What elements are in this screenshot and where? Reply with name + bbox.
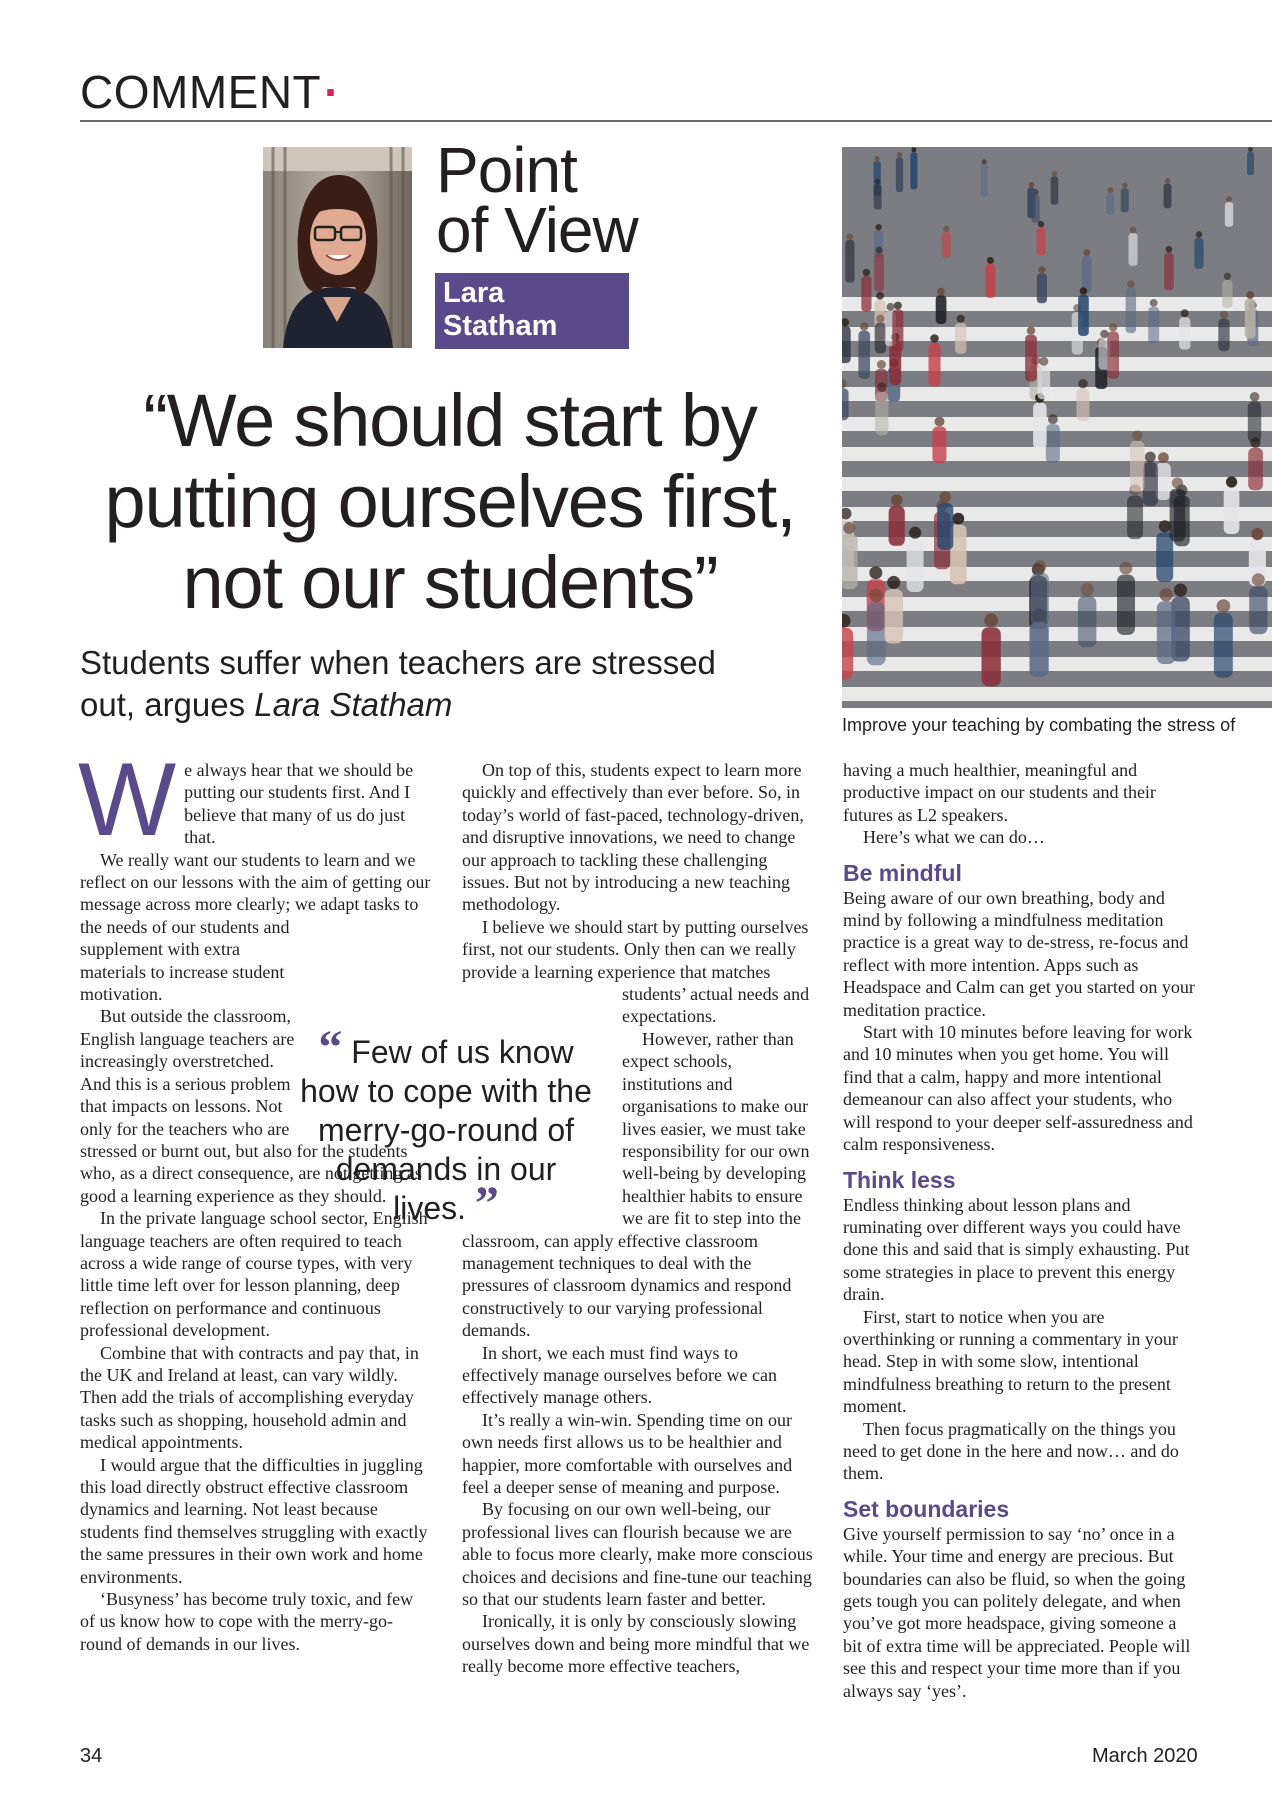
author-first-name: Lara — [443, 277, 505, 309]
paragraph: having a much healthier, meaningful and productive impact on our students and their futures as L2 speakers. — [843, 760, 1156, 825]
standfirst — [80, 642, 780, 726]
crossing-stripe — [842, 687, 1272, 701]
paragraph: It’s really a win-win. Spending time on our own needs first allows us to be healthier and happier, more comfortable with ourselves and feel a deeper sense of meaning and purpose. — [462, 1409, 793, 1497]
crossing-stripe — [842, 597, 1272, 611]
crossing-stripe — [842, 537, 1272, 551]
paragraph: I believe we should start by putting ourselves first, not our students. Only then can we really provide a learning experience that matches students’ actual needs and expectations. — [462, 916, 810, 1027]
standfirst-author: Lara Statham — [254, 686, 453, 723]
author-photo — [263, 147, 412, 348]
paragraph: Endless thinking about lesson plans and ruminating over different ways you could have done this and said that is simply exhausting. Put some strategies in place to prevent this energy drain. — [843, 1194, 1190, 1305]
paragraph: I would argue that the difficulties in juggling this load directly obstruct effective classroom dynamics and learning. Not least because students find themselves struggling with exactly the same pressures in their own work and home environments. — [80, 1454, 428, 1587]
pedestrian — [981, 159, 988, 197]
author-last-name: Statham — [443, 310, 558, 342]
crossing-stripe — [842, 327, 1272, 341]
section-label — [80, 62, 340, 122]
section-heading-be-mindful: Be mindful — [843, 859, 962, 886]
feature-title-line2: of View — [436, 194, 638, 266]
feature-title — [436, 134, 638, 266]
section-label-text: COMMENT — [80, 66, 322, 118]
paragraph: Here’s what we can do… — [863, 827, 1045, 848]
crossing-stripe — [842, 507, 1272, 521]
paragraph: In short, we each must find ways to effectively manage ourselves before we can effectively manage others. — [462, 1342, 778, 1408]
page-number: 34 — [80, 1745, 103, 1767]
pull-quote — [296, 1021, 596, 1230]
paragraph: ‘Busyness’ has become truly toxic, and few of us know how to cope with the merry-go-round of demands in our lives. — [80, 1589, 414, 1654]
headline-line3: not our students” — [182, 541, 718, 624]
photo-caption: Improve your teaching by combating the stress of — [842, 715, 1236, 735]
paragraph: Then focus pragmatically on the things you need to get done in the here and now… and do them. — [843, 1418, 1179, 1484]
pedestrian — [845, 233, 854, 282]
paragraph: Start with 10 minutes before leaving for work and 10 minutes when you get home. You will find that a calm, happy and more intentional demeanour can also affect your students, who will respond to your deeper self-assuredness and calm responsiveness. — [843, 1022, 1193, 1155]
crossing-stripe — [842, 567, 1272, 581]
section-heading-set-boundaries: Set boundaries — [843, 1495, 1010, 1522]
pedestrian — [896, 152, 903, 192]
author-byline-box — [435, 273, 629, 349]
crossing-stripe — [842, 477, 1272, 491]
drop-cap: W — [78, 742, 177, 858]
section-dot-icon: · — [324, 66, 340, 118]
paragraph: Being aware of our own breathing, body and mind by following a mindfulness meditation practice is a great way to de-stress, re-focus and reflect with more intention. Apps such as Headspace and Calm can get you started on your meditation practice. — [843, 887, 1195, 1020]
standfirst-text: Students suffer when teachers are stressed out, argues — [80, 644, 716, 723]
crossing-stripe — [842, 657, 1272, 671]
section-heading-think-less: Think less — [843, 1166, 956, 1193]
crossing-stripe — [842, 627, 1272, 641]
issue-date: March 2020 — [1092, 1745, 1198, 1767]
paragraph: Ironically, it is only by consciously slowing ourselves down and being more mindful that we really become more effective teachers, — [462, 1611, 810, 1677]
close-quote-icon: ” — [474, 1177, 499, 1230]
crossing-stripe — [842, 297, 1272, 311]
paragraph: We really want our students to learn and we reflect on our lessons with the aim of getting our message across more clearly; we adapt tasks to the needs of our students and supplement with extra materials to increase student motivation. — [80, 849, 431, 1005]
crossing-stripe — [842, 387, 1272, 401]
pull-quote-text: Few of us know how to cope with the merry-go-round of demands in our lives. — [300, 1034, 592, 1226]
paragraph: Give yourself permission to say ‘no’ once in a while. Your time and energy are precious. But boundaries can also be fluid, so when the going gets tough you can politely delegate, and when you’ve got more headspace, giving someone a bit of extra time will be appreciated. People will see this and respect your time more than if you always say ‘yes’. — [843, 1523, 1191, 1701]
crossing-stripe — [842, 357, 1272, 371]
headline — [70, 380, 830, 623]
paragraph: By focusing on our own well-being, our professional lives can flourish because we are able to focus more clearly, make more conscious choices and decisions and fine-tune our teaching so that our students learn faster and better. — [462, 1499, 813, 1610]
headline-line2: putting ourselves first, — [104, 460, 796, 543]
paragraph: First, start to notice when you are overthinking or running a commentary in your head. Step in with some slow, intentional mindfulness breathing to return to the present moment. — [843, 1306, 1178, 1417]
author-name — [443, 277, 557, 343]
paragraph: However, rather than expect schools, institutions and organisations to make our lives easier, we must take responsibility for our own well-being by developing healthier habits to ensure we are fit to step into the classroom, can apply effective classroom management techniques to deal with the pressures of classroom dynamics and respond constructively to our varying professional demands. — [462, 1028, 810, 1341]
paragraph: On top of this, students expect to learn more quickly and effectively than ever before. So, in today’s world of fast-paced, technology-driven, and disruptive innovations, we need to change our approach to tackling these challenging issues. But not by introducing a new teaching methodology. — [462, 760, 804, 915]
header-divider — [80, 120, 1272, 122]
open-quote-icon: “ — [318, 1021, 343, 1074]
article-column-3 — [843, 759, 1195, 1702]
paragraph: In the private language school sector, English language teachers are often required to teach across a wide range of course types, with very little time left over for lesson planning, deep reflection on performance and continuous professional development. — [80, 1208, 428, 1341]
feature-title-line1: Point — [436, 134, 577, 206]
paragraph: Combine that with contracts and pay that, in the UK and Ireland at least, can vary wildly. Then add the trials of accomplishing everyday tasks such as shopping, household admin and medical appointments. — [80, 1342, 419, 1453]
crowd-crossing-photo — [842, 147, 1272, 708]
headline-line1: “We should start by — [143, 379, 757, 462]
paragraph: e always hear that we should be putting our students first. And I believe that many of us do just that. — [184, 760, 414, 848]
paragraph: But outside the classroom, English language teachers are increasingly overstretched. And this is a serious problem that impacts on lessons. Not only for the teachers who are stressed or burnt out, but also for the students who, as a direct consequence, are not getting as good a learning experience as they should. — [80, 1006, 422, 1206]
pedestrian — [910, 147, 917, 189]
